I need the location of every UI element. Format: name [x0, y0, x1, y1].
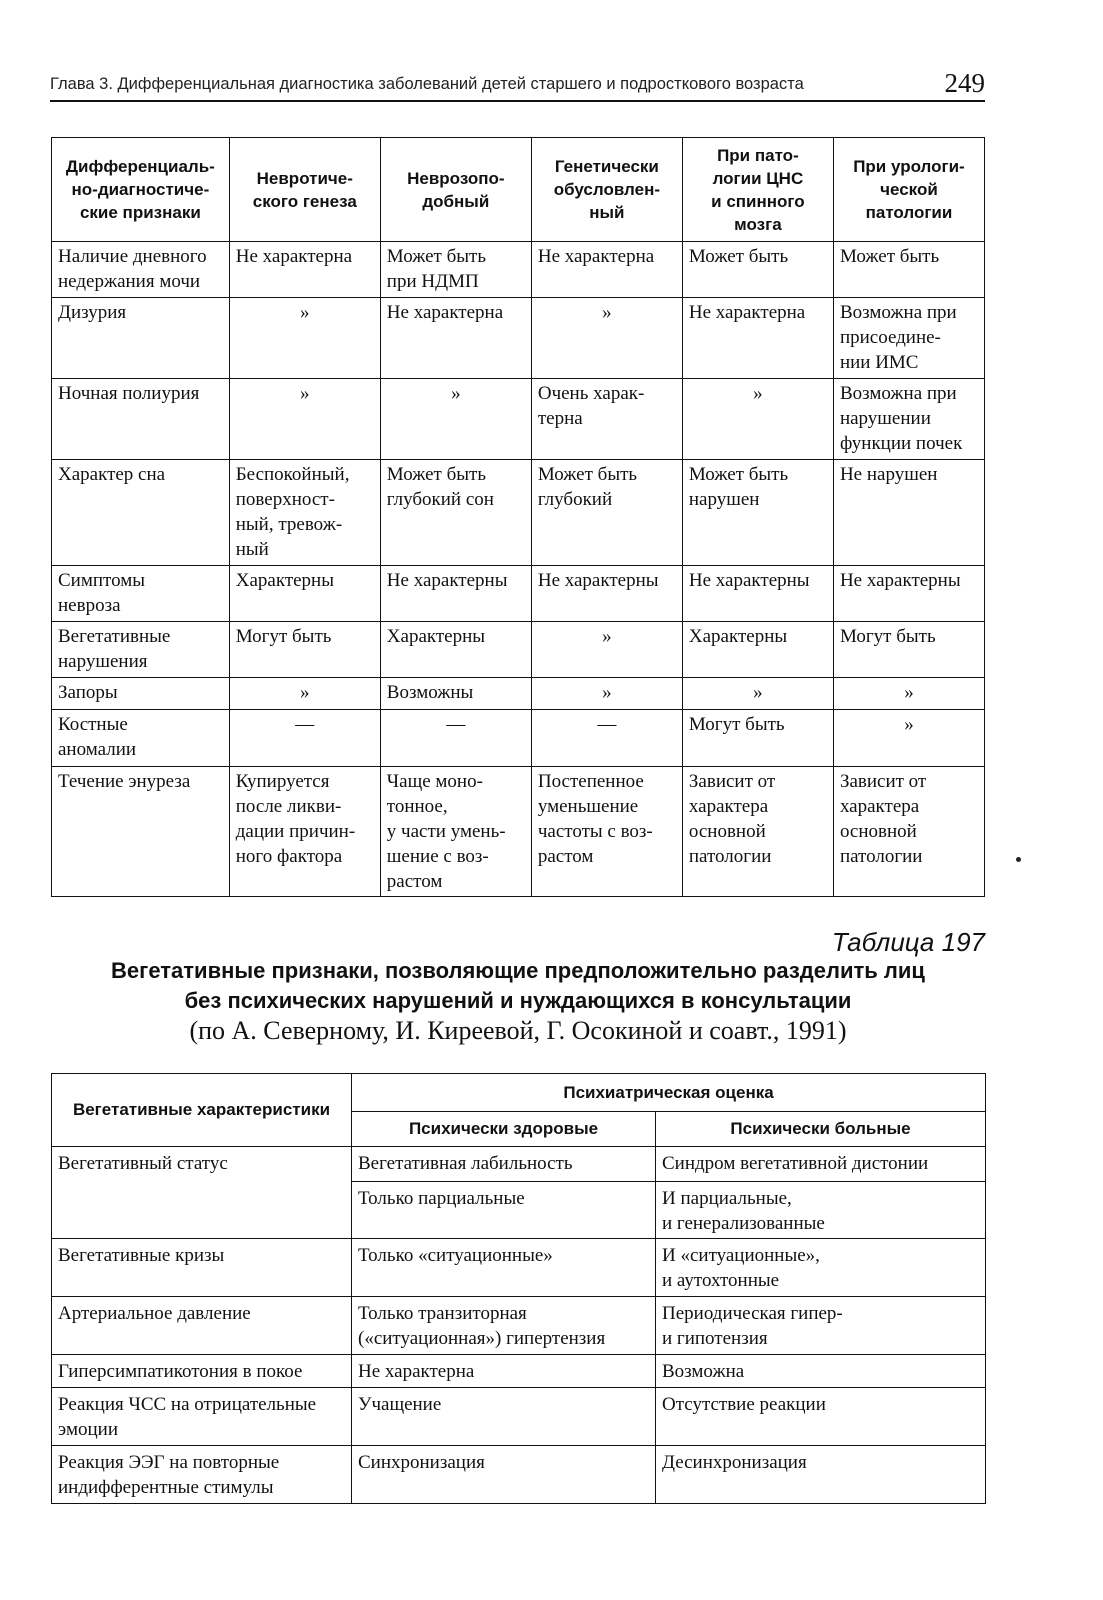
row-label: Характер сна [52, 460, 230, 566]
healthy-cell: Не характерна [352, 1355, 656, 1388]
table-body [52, 1147, 986, 1504]
vegetative-table [51, 1073, 986, 1504]
table-cell: Чаще моно- тонное, у части умень- шение с воз- растом [380, 767, 531, 897]
table-row [52, 460, 985, 566]
table-cell: Не характерны [833, 566, 984, 622]
row-label: Костные аномалии [52, 710, 230, 767]
table-row [52, 678, 985, 710]
table-cell: Может быть [682, 242, 833, 298]
table-cell: Возможна при присоедине- нии ИМС [833, 298, 984, 379]
table-cell: Могут быть [833, 622, 984, 678]
table-cell: Постепенное уменьшение частоты с воз- растом [531, 767, 682, 897]
row-label: Ночная полиурия [52, 379, 230, 460]
column-header: Невротиче- ского генеза [229, 138, 380, 242]
table-header-row [52, 138, 985, 242]
ill-cell: Периодическая гипер- и гипотензия [656, 1297, 986, 1355]
row-label: Вегетативный статус [52, 1147, 352, 1239]
table-cell: Может быть при НДМП [380, 242, 531, 298]
table-row [52, 710, 985, 767]
row-label: Дизурия [52, 298, 230, 379]
healthy-cell: Вегетативная лабильность [352, 1147, 656, 1182]
table-row [52, 1147, 986, 1182]
table-cell: Не характерны [682, 566, 833, 622]
table-row [52, 1446, 986, 1504]
table-row [52, 622, 985, 678]
table-cell: » [531, 298, 682, 379]
table-cell: Купируется после ликви- дации причин- ного фактора [229, 767, 380, 897]
healthy-cell: Только транзиторная («ситуационная») гипертензия [352, 1297, 656, 1355]
table-row [52, 298, 985, 379]
table-row [52, 566, 985, 622]
column-header: Дифференциаль- но-диагностиче- ские признаки [52, 138, 230, 242]
table-cell: Не характерна [682, 298, 833, 379]
table-cell: » [531, 678, 682, 710]
header-cell-healthy: Психически здоровые [352, 1112, 656, 1147]
table-cell: Зависит от характера основной патологии [682, 767, 833, 897]
table-cell: Не характерны [380, 566, 531, 622]
header-cell-assessment: Психиатрическая оценка [352, 1074, 986, 1112]
ill-cell: Синдром вегетативной дистонии [656, 1147, 986, 1182]
row-label: Реакция ЧСС на отрицательные эмоции [52, 1388, 352, 1446]
table-cell: Зависит от характера основной патологии [833, 767, 984, 897]
row-label: Гиперсимпатикотония в покое [52, 1355, 352, 1388]
table-row [52, 379, 985, 460]
table-cell: Могут быть [229, 622, 380, 678]
table-cell: Очень харак- терна [531, 379, 682, 460]
table-cell: » [682, 379, 833, 460]
table-cell: Не характерна [531, 242, 682, 298]
table-cell: Возможна при нарушении функции почек [833, 379, 984, 460]
table-title-text: Вегетативные признаки, позволяющие предположительно разделить лиц без психических нарушений и нуждающихся в консультации [111, 958, 925, 1013]
table-row [52, 242, 985, 298]
table-cell: Не характерна [380, 298, 531, 379]
table-cell: Не характерна [229, 242, 380, 298]
table-cell: Может быть нарушен [682, 460, 833, 566]
table-row [52, 1355, 986, 1388]
column-header: При пато- логии ЦНС и спинного мозга [682, 138, 833, 242]
ill-cell: И парциальные, и генерализованные [656, 1182, 986, 1239]
column-header: Генетически обусловлен- ный [531, 138, 682, 242]
table-row [52, 1297, 986, 1355]
ill-cell: Отсутствие реакции [656, 1388, 986, 1446]
table-cell: — [531, 710, 682, 767]
table-number: Таблица 197 [831, 927, 985, 957]
row-label: Вегетативные нарушения [52, 622, 230, 678]
stray-dot [1016, 857, 1021, 862]
table-cell: Может быть глубокий [531, 460, 682, 566]
table-cell: Могут быть [682, 710, 833, 767]
table-row [52, 767, 985, 897]
table-cell: Характерны [380, 622, 531, 678]
table-cell: Может быть [833, 242, 984, 298]
column-header: При урологи- ческой патологии [833, 138, 984, 242]
healthy-cell: Синхронизация [352, 1446, 656, 1504]
table-cell: Возможны [380, 678, 531, 710]
table-row [52, 1388, 986, 1446]
healthy-cell: Учащение [352, 1388, 656, 1446]
row-label: Симптомы невроза [52, 566, 230, 622]
table-source: (по А. Северному, И. Киреевой, Г. Осокиной и соавт., 1991) [189, 1016, 847, 1045]
table-cell: Беспокойный, поверхност- ный, тревож- ный [229, 460, 380, 566]
diagnostic-table [51, 137, 985, 897]
row-label: Артериальное давление [52, 1297, 352, 1355]
row-label: Течение энуреза [52, 767, 230, 897]
table-cell: Может быть глубокий сон [380, 460, 531, 566]
page-header [50, 60, 985, 102]
healthy-cell: Только парциальные [352, 1182, 656, 1239]
healthy-cell: Только «ситуационные» [352, 1239, 656, 1297]
row-label: Вегетативные кризы [52, 1239, 352, 1297]
table-body [52, 242, 985, 897]
table-cell: Характерны [229, 566, 380, 622]
header-cell-features: Вегетативные характеристики [52, 1074, 352, 1147]
header-cell-ill: Психически больные [656, 1112, 986, 1147]
table-cell: » [531, 622, 682, 678]
column-header: Неврозопо- добный [380, 138, 531, 242]
table-cell: » [682, 678, 833, 710]
table-title [51, 956, 985, 1016]
row-label: Реакция ЭЭГ на повторные индифферентные стимулы [52, 1446, 352, 1504]
ill-cell: Возможна [656, 1355, 986, 1388]
table-cell: » [380, 379, 531, 460]
ill-cell: И «ситуационные», и аутохтонные [656, 1239, 986, 1297]
table-cell: » [229, 678, 380, 710]
page-number: 249 [944, 68, 985, 98]
table-cell: — [229, 710, 380, 767]
table-cell: Не нарушен [833, 460, 984, 566]
row-label: Наличие дневного недержания мочи [52, 242, 230, 298]
running-head: Глава 3. Дифференциальная диагностика заболеваний детей старшего и подросткового возраста [50, 75, 804, 93]
table-cell: Не характерны [531, 566, 682, 622]
table-cell: » [833, 678, 984, 710]
row-label: Запоры [52, 678, 230, 710]
table-cell: » [229, 298, 380, 379]
table-cell: » [229, 379, 380, 460]
table-header-row [52, 1074, 986, 1112]
table-row [52, 1239, 986, 1297]
table-cell: — [380, 710, 531, 767]
table-cell: » [833, 710, 984, 767]
table-cell: Характерны [682, 622, 833, 678]
ill-cell: Десинхронизация [656, 1446, 986, 1504]
